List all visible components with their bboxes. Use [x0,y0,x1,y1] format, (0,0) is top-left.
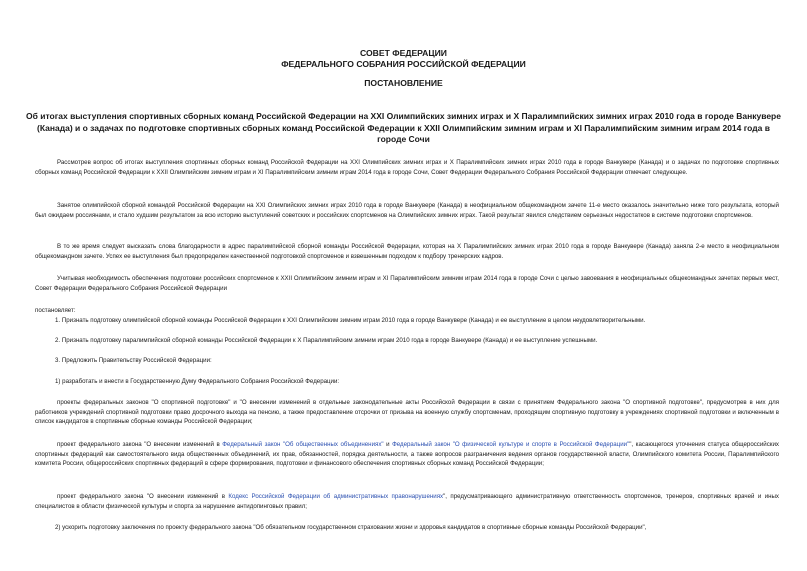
law-link-administrative-code[interactable]: Кодекс Российской Федерации об административных правонарушениях [228,493,444,500]
bill-paragraph-administrative-code [35,492,779,511]
council-heading: СОВЕТ ФЕДЕРАЦИИ [360,48,447,58]
resolves-label: постановляет: [35,307,76,314]
resolution-item-3: 3. Предложить Правительству Российской Федерации: [55,357,212,364]
bill-text: проект федерального закона "О внесении изменений в [57,441,223,448]
bill-paragraph-public-associations [35,440,779,469]
bill-text: и [383,441,393,448]
resolution-item-1: 1. Признать подготовку олимпийской сборной команды Российской Федерации к XXI Олимпийским зимним играм 2010 года в городе Ванкувере (Канада) и ее выступление в целом неудовлетворительными. [55,317,646,324]
law-link-physical-culture[interactable]: Федеральный закон "О физической культуре и спорте в Российской Федерации" [392,441,630,448]
resolution-item-3-1: 1) разработать и внести в Государственную Думу Федерального Собрания Российской Федерации: [55,378,340,385]
paragraph-olympic-result: Занятое олимпийской сборной командой Российской Федерации на XXI Олимпийских зимних играх 2010 года в городе Ванкувере (Канада) в неофициальном общекомандном зачете 11-е место оказалось значительно ниже того результата, который был ожидаем россиянами, и стало худшим результатом за всю историю выступлений советских и российских спортсменов на Олимпийских зимних играх. Такой результат явился следствием серьезных недостатков в системе подготовки спортсменов. [35,202,779,219]
paragraph-preamble: Рассмотрев вопрос об итогах выступления спортивных сборных команд Российской Федерации на XXI Олимпийских зимних играх и X Паралимпийских зимних играх 2010 года в городе Ванкувере (Канада) и о задачах по подготовке спортивных сборных команд Российской Федерации к XXII Олимпийским зимним играм и XI Паралимпийским зимним играм 2014 года в городе Сочи, Совет Федерации Федерального Собрания Российской Федерации отмечает следующее. [35,159,779,176]
assembly-heading: ФЕДЕРАЛЬНОГО СОБРАНИЯ РОССИЙСКОЙ ФЕДЕРАЦИИ [281,59,526,69]
bill-paragraph-sport-training: проекты федеральных законов "О спортивной подготовке" и "О внесении изменений в отдельные законодательные акты Российской Федерации в связи с принятием Федерального закона "О спортивной подготовке", предусмотрев в них для работников учреждений спортивной подготовки право досрочного выхода на пенсию, а также предоставление отсрочки от призыва на военную службу спортсменам, проходящим спортивную подготовку в учреждениях спортивной подготовки и включенным в список кандидатов в спортивные сборные команды Российской Федерации; [35,399,779,425]
bill-text: ", касающегося уточнения статуса общероссийских спортивных федераций как самостоятельного вида общественных объединений, их прав, обязанностей, порядка деятельности, а также вопросов разграничения ведения органов государственной власти, Олимпийского комитета России, Паралимпийского комитета России, общероссийских спортивных федераций в сфере формирования, подготовки и финансового обеспечения спортивных сборных команд Российской Федерации; [35,441,779,467]
document-title: Об итогах выступления спортивных сборных команд Российской Федерации на XXI Олимпийских зимних играх и X Паралимпийских зимних играх 2010 года в городе Ванкувере (Канада) и о задачах по подготовке спортивных сборных команд Российской Федерации к XXII Олимпийским зимним играм и XI Паралимпийским зимним играм 2014 года в городе Сочи [26,111,781,144]
resolution-item-2: 2. Признать подготовку паралимпийской сборной команды Российской Федерации к X Паралимпийским зимним играм 2010 года в городе Ванкувере (Канада) и ее выступление успешными. [55,337,598,344]
paragraph-considering: Учитывая необходимость обеспечения подготовки российских спортсменов к XXII Олимпийским зимним играм и XI Паралимпийским зимним играм 2014 года в городе Сочи с целью завоевания в неофициальных общекомандных зачетах первых мест, Совет Федерации Федерального Собрания Российской Федерации [35,275,779,292]
bill-text: проект федерального закона "О внесении изменений в [57,493,229,500]
paragraph-paralympic-thanks: В то же время следует высказать слова благодарности в адрес паралимпийской сборной команды Российской Федерации, которая на X Паралимпийских зимних играх 2010 года в городе Ванкувере (Канада) заняла 2-е место в неофициальном общекомандном зачете. Успех ее выступления был предопределен качественной подготовкой спортсменов и взвешенным подходом к подбору тренерских кадров. [35,243,779,260]
resolution-item-3-2: 2) ускорить подготовку заключения по проекту федерального закона "Об обязательном государственном страховании жизни и здоровья кандидатов в спортивные сборные команды Российской Федерации", [55,524,647,531]
document-type-heading: ПОСТАНОВЛЕНИЕ [364,78,443,88]
law-link-public-associations[interactable]: Федеральный закон "Об общественных объединениях" [222,441,384,448]
bill-text: ", предусматривающего административную ответственность спортсменов, тренеров, спортивных врачей и иных специалистов в области физической культуры и спорта за нарушение антидопинговых правил; [35,493,780,510]
